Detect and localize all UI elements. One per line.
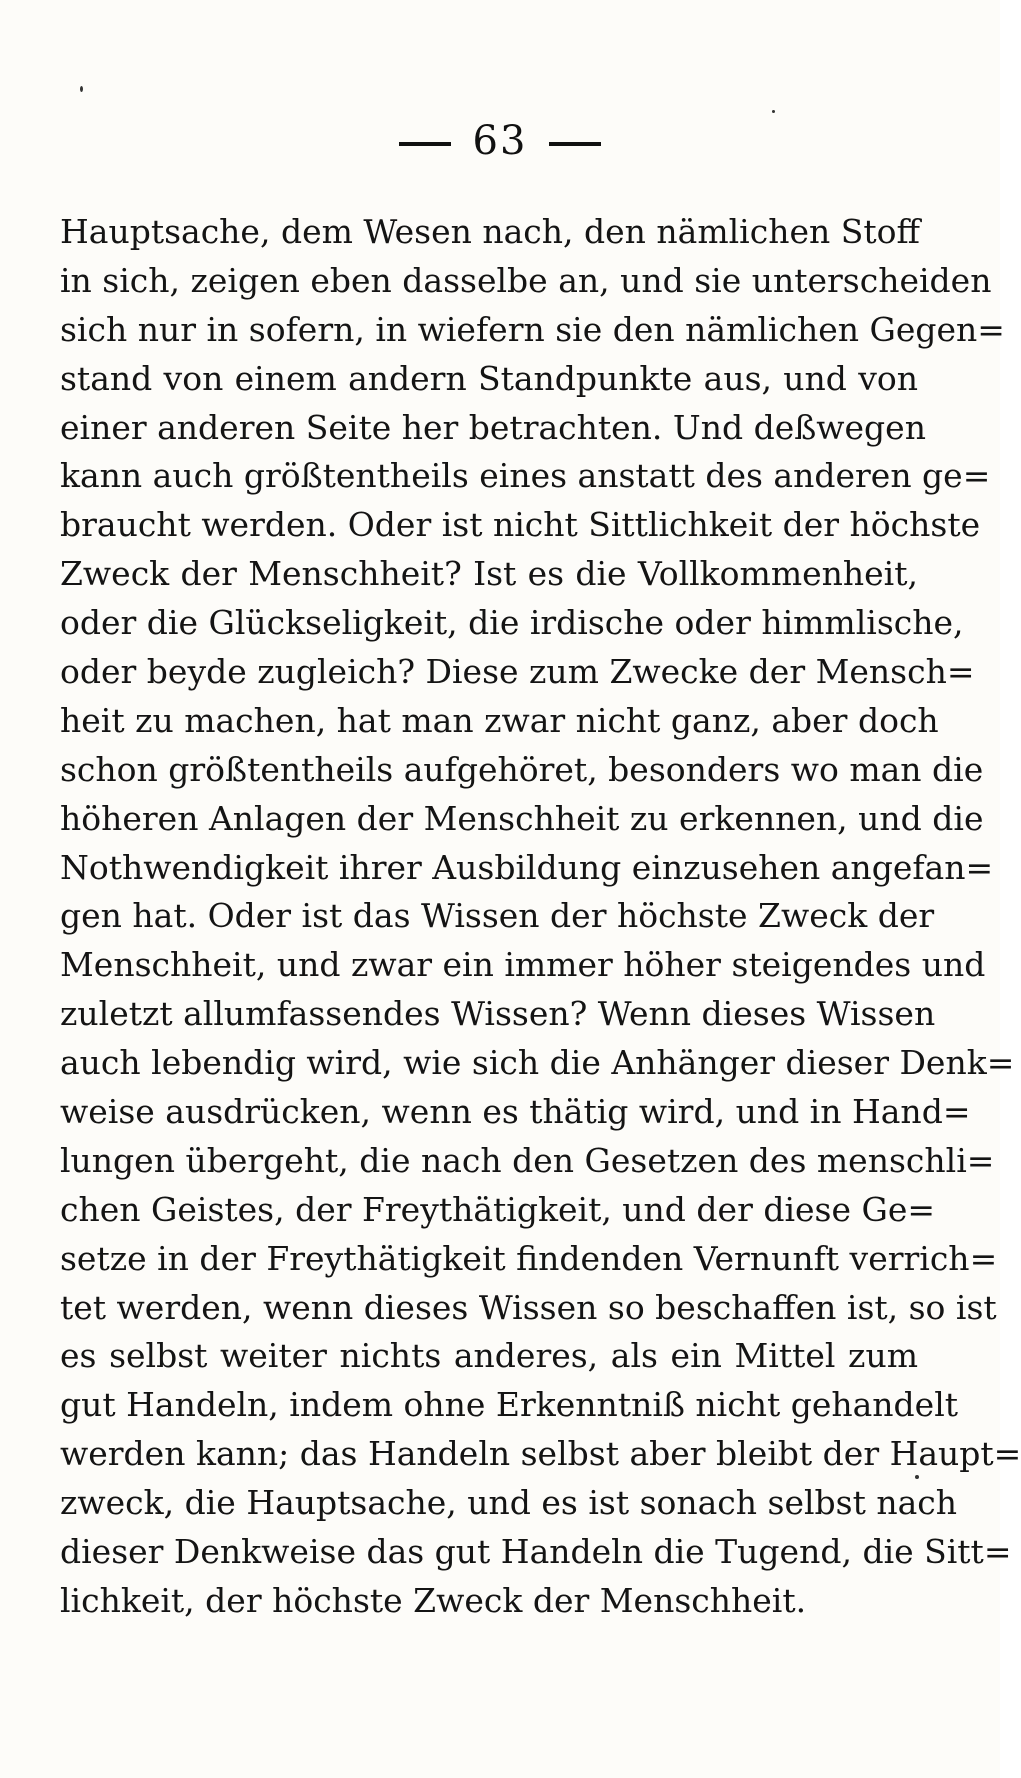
text-line: setze in der Freythätigkeit findenden Vernunft verrich= bbox=[60, 1238, 998, 1278]
text-line: lungen übergeht, die nach den Gesetzen des menschli= bbox=[60, 1140, 995, 1180]
text-line: gen hat. Oder ist das Wissen der höchste Zweck der bbox=[60, 896, 935, 936]
page-number: 63 bbox=[472, 118, 528, 164]
ink-speck bbox=[772, 110, 775, 113]
text-line: braucht werden. Oder ist nicht Sittlichkeit der höchste bbox=[60, 505, 981, 545]
text-line: sich nur in sofern, in wiefern sie den nämlichen Gegen= bbox=[60, 309, 1005, 349]
text-line: schon größtentheils aufgehöret, besonders wo man die bbox=[60, 749, 984, 789]
text-line: es selbst weiter nichts anderes, als ein Mittel zum bbox=[60, 1336, 918, 1376]
text-line: lichkeit, der höchste Zweck der Menschheit. bbox=[60, 1580, 807, 1620]
text-line: weise ausdrücken, wenn es thätig wird, und in Hand= bbox=[60, 1092, 971, 1132]
text-line: werden kann; das Handeln selbst aber bleibt der Haupt= bbox=[60, 1434, 1021, 1474]
text-line: in sich, zeigen eben dasselbe an, und sie unterscheiden bbox=[60, 260, 992, 300]
text-line: Hauptsache, dem Wesen nach, den nämlichen Stoff bbox=[60, 212, 920, 251]
text-line: heit zu machen, hat man zwar nicht ganz, aber doch bbox=[60, 700, 939, 740]
ink-speck bbox=[80, 86, 83, 92]
left-dash bbox=[399, 142, 451, 146]
text-line: einer anderen Seite her betrachten. Und deßwegen bbox=[60, 407, 926, 447]
text-line: gut Handeln, indem ohne Erkenntniß nicht gehandelt bbox=[60, 1385, 959, 1425]
text-line: Menschheit, und zwar ein immer höher steigendes und bbox=[60, 945, 986, 985]
text-line: Nothwendigkeit ihrer Ausbildung einzusehen angefan= bbox=[60, 847, 994, 887]
text-line: Zweck der Menschheit? Ist es die Vollkommenheit, bbox=[60, 554, 918, 594]
text-line: stand von einem andern Standpunkte aus, und von bbox=[60, 358, 918, 398]
text-line: dieser Denkweise das gut Handeln die Tugend, die Sitt= bbox=[60, 1532, 1012, 1572]
page-header bbox=[0, 118, 1000, 164]
ink-speck bbox=[915, 1475, 919, 1479]
text-line: zweck, die Hauptsache, und es ist sonach selbst nach bbox=[60, 1483, 958, 1523]
text-line: auch lebendig wird, wie sich die Anhänger dieser Denk= bbox=[60, 1043, 1015, 1083]
body-text bbox=[60, 208, 1021, 1626]
text-line: zuletzt allumfassendes Wissen? Wenn dieses Wissen bbox=[60, 994, 936, 1034]
text-line: tet werden, wenn dieses Wissen so beschaffen ist, so ist bbox=[60, 1287, 997, 1327]
text-line: oder die Glückseligkeit, die irdische oder himmlische, bbox=[60, 603, 964, 643]
text-line: oder beyde zugleich? Diese zum Zwecke der Mensch= bbox=[60, 652, 975, 692]
text-line: höheren Anlagen der Menschheit zu erkennen, und die bbox=[60, 798, 984, 838]
text-line: chen Geistes, der Freythätigkeit, und der diese Ge= bbox=[60, 1189, 936, 1229]
right-dash bbox=[549, 142, 601, 146]
text-line: kann auch größtentheils eines anstatt des anderen ge= bbox=[60, 456, 991, 496]
